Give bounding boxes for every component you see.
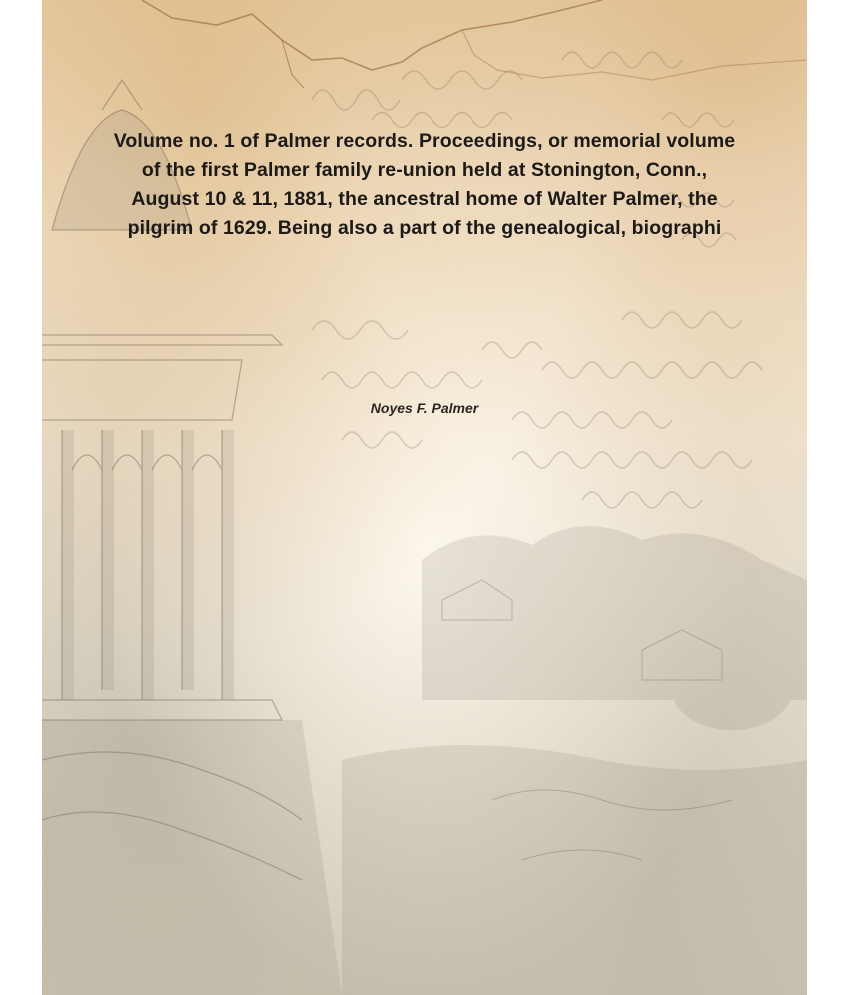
book-cover (42, 0, 807, 995)
book-title: Volume no. 1 of Palmer records. Proceedings, or memorial volume of the first Palmer family re-union held at Stonington, Conn., August 10 & 11, 1881, the ancestral home of Walter Palmer, the pilgrim of 1629. Being also a part of the genealogical, biographi (113, 130, 736, 239)
book-author: Noyes F. Palmer (370, 400, 479, 416)
